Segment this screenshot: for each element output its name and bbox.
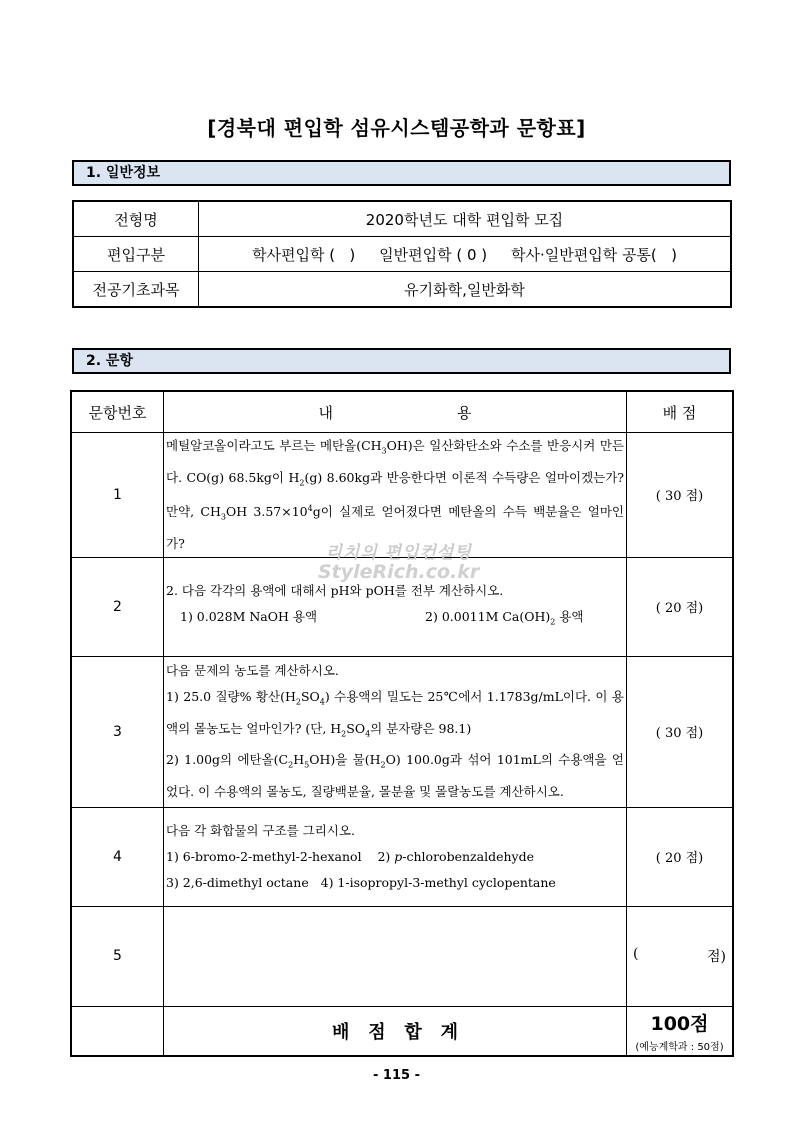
general-info-table — [72, 200, 732, 308]
table-header-row — [71, 391, 733, 433]
watermark-line2: StyleRich.co.kr — [318, 561, 480, 583]
info-value: 학사편입학 ( ) 일반편입학 ( 0 ) 학사·일반편입학 공통( ) — [199, 237, 732, 272]
question-content: 다음 각 화합물의 구조를 그리시오. 1) 6-bromo-2-methyl-2-hexanol 2) p-chlorobenzaldehyde 3) 2,6-dimethyl octane 4) 1-isopropyl-3-methyl cyclopentane — [164, 807, 627, 906]
question-points: ( 20 점) — [627, 807, 734, 906]
table-row — [71, 807, 733, 906]
header-content: 내 용 — [164, 391, 627, 433]
total-note: (예능계학과 : 50점) — [635, 1041, 724, 1053]
question-points: ( 20 점) — [627, 557, 734, 656]
table-row — [71, 433, 733, 558]
total-label: 배 점 합 계 — [164, 1006, 627, 1056]
info-label: 전형명 — [73, 201, 199, 237]
table-row — [73, 237, 731, 272]
header-points: 배 점 — [627, 391, 734, 433]
total-row — [71, 1006, 733, 1056]
info-value: 유기화학,일반화학 — [199, 272, 732, 308]
table-row — [71, 906, 733, 1006]
question-content — [164, 906, 627, 1006]
total-points — [627, 1006, 734, 1056]
questions-table — [70, 390, 734, 1057]
info-value: 2020학년도 대학 편입학 모집 — [199, 201, 732, 237]
watermark-line1: 리치의 편입컨설팅 — [325, 543, 472, 563]
section-general-info: 1. 일반정보 — [72, 160, 731, 186]
question-content: 메틸알코올이라고도 부르는 메탄올$(CH_3OH)$은 일산화탄소와 수소를 반응시켜 만든다. CO(g) 68.5kg이 $H_2(g)$ 8.60kg과 반응한다면 이론적 수득량은 얼마이겠는가? 만약, $CH_3OH$ $3.57\times 10^4g$이 실제로 얻어졌다면 메탄올의 수득 백분율은 얼마인가? — [164, 433, 627, 558]
header-num: 문항번호 — [71, 391, 164, 433]
question-points: ( 30 점) — [627, 433, 734, 558]
info-label: 전공기초과목 — [73, 272, 199, 308]
page-title: [경북대 편입학 섬유시스템공학과 문항표] — [207, 116, 586, 140]
question-number: 5 — [71, 906, 164, 1006]
table-row — [71, 656, 733, 807]
question-content: 2. 다음 각각의 용액에 대해서 pH와 pOH를 전부 계산하시오. 1) 0.028M NaOH 용액 2) 0.0011M $Ca(OH)_2$ 용액 — [164, 557, 627, 656]
section-questions: 2. 문항 — [72, 348, 731, 374]
question-points: ( 점) — [627, 906, 734, 1006]
table-row — [73, 201, 731, 237]
question-number: 2 — [71, 557, 164, 656]
total-empty-cell — [71, 1006, 164, 1056]
question-content: 다음 문제의 농도를 계산하시오. 1) 25.0 질량% 황산$(H_2SO_4)$ 수용액의 밀도는 25℃에서 1.1783g/mL이다. 이 용액의 몰농도는 얼마인가? (단, $H_2SO_4$의 분자량은 98.1) 2) 1.00g의 에탄올$(C_2H_5OH)$을 물$(H_2O)$ 100.0g과 섞어 101mL의 수용액을 얻었다. 이 수용액의 몰농도, 질량백분율, 몰분율 및 몰랄농도를 계산하시오. — [164, 656, 627, 807]
page-number: - 115 - — [373, 1068, 420, 1083]
table-row — [73, 272, 731, 308]
question-number: 3 — [71, 656, 164, 807]
question-points: ( 30 점) — [627, 656, 734, 807]
question-number: 4 — [71, 807, 164, 906]
info-label: 편입구분 — [73, 237, 199, 272]
total-value: 100점 — [650, 1012, 709, 1035]
question-number: 1 — [71, 433, 164, 558]
table-row — [71, 557, 733, 656]
